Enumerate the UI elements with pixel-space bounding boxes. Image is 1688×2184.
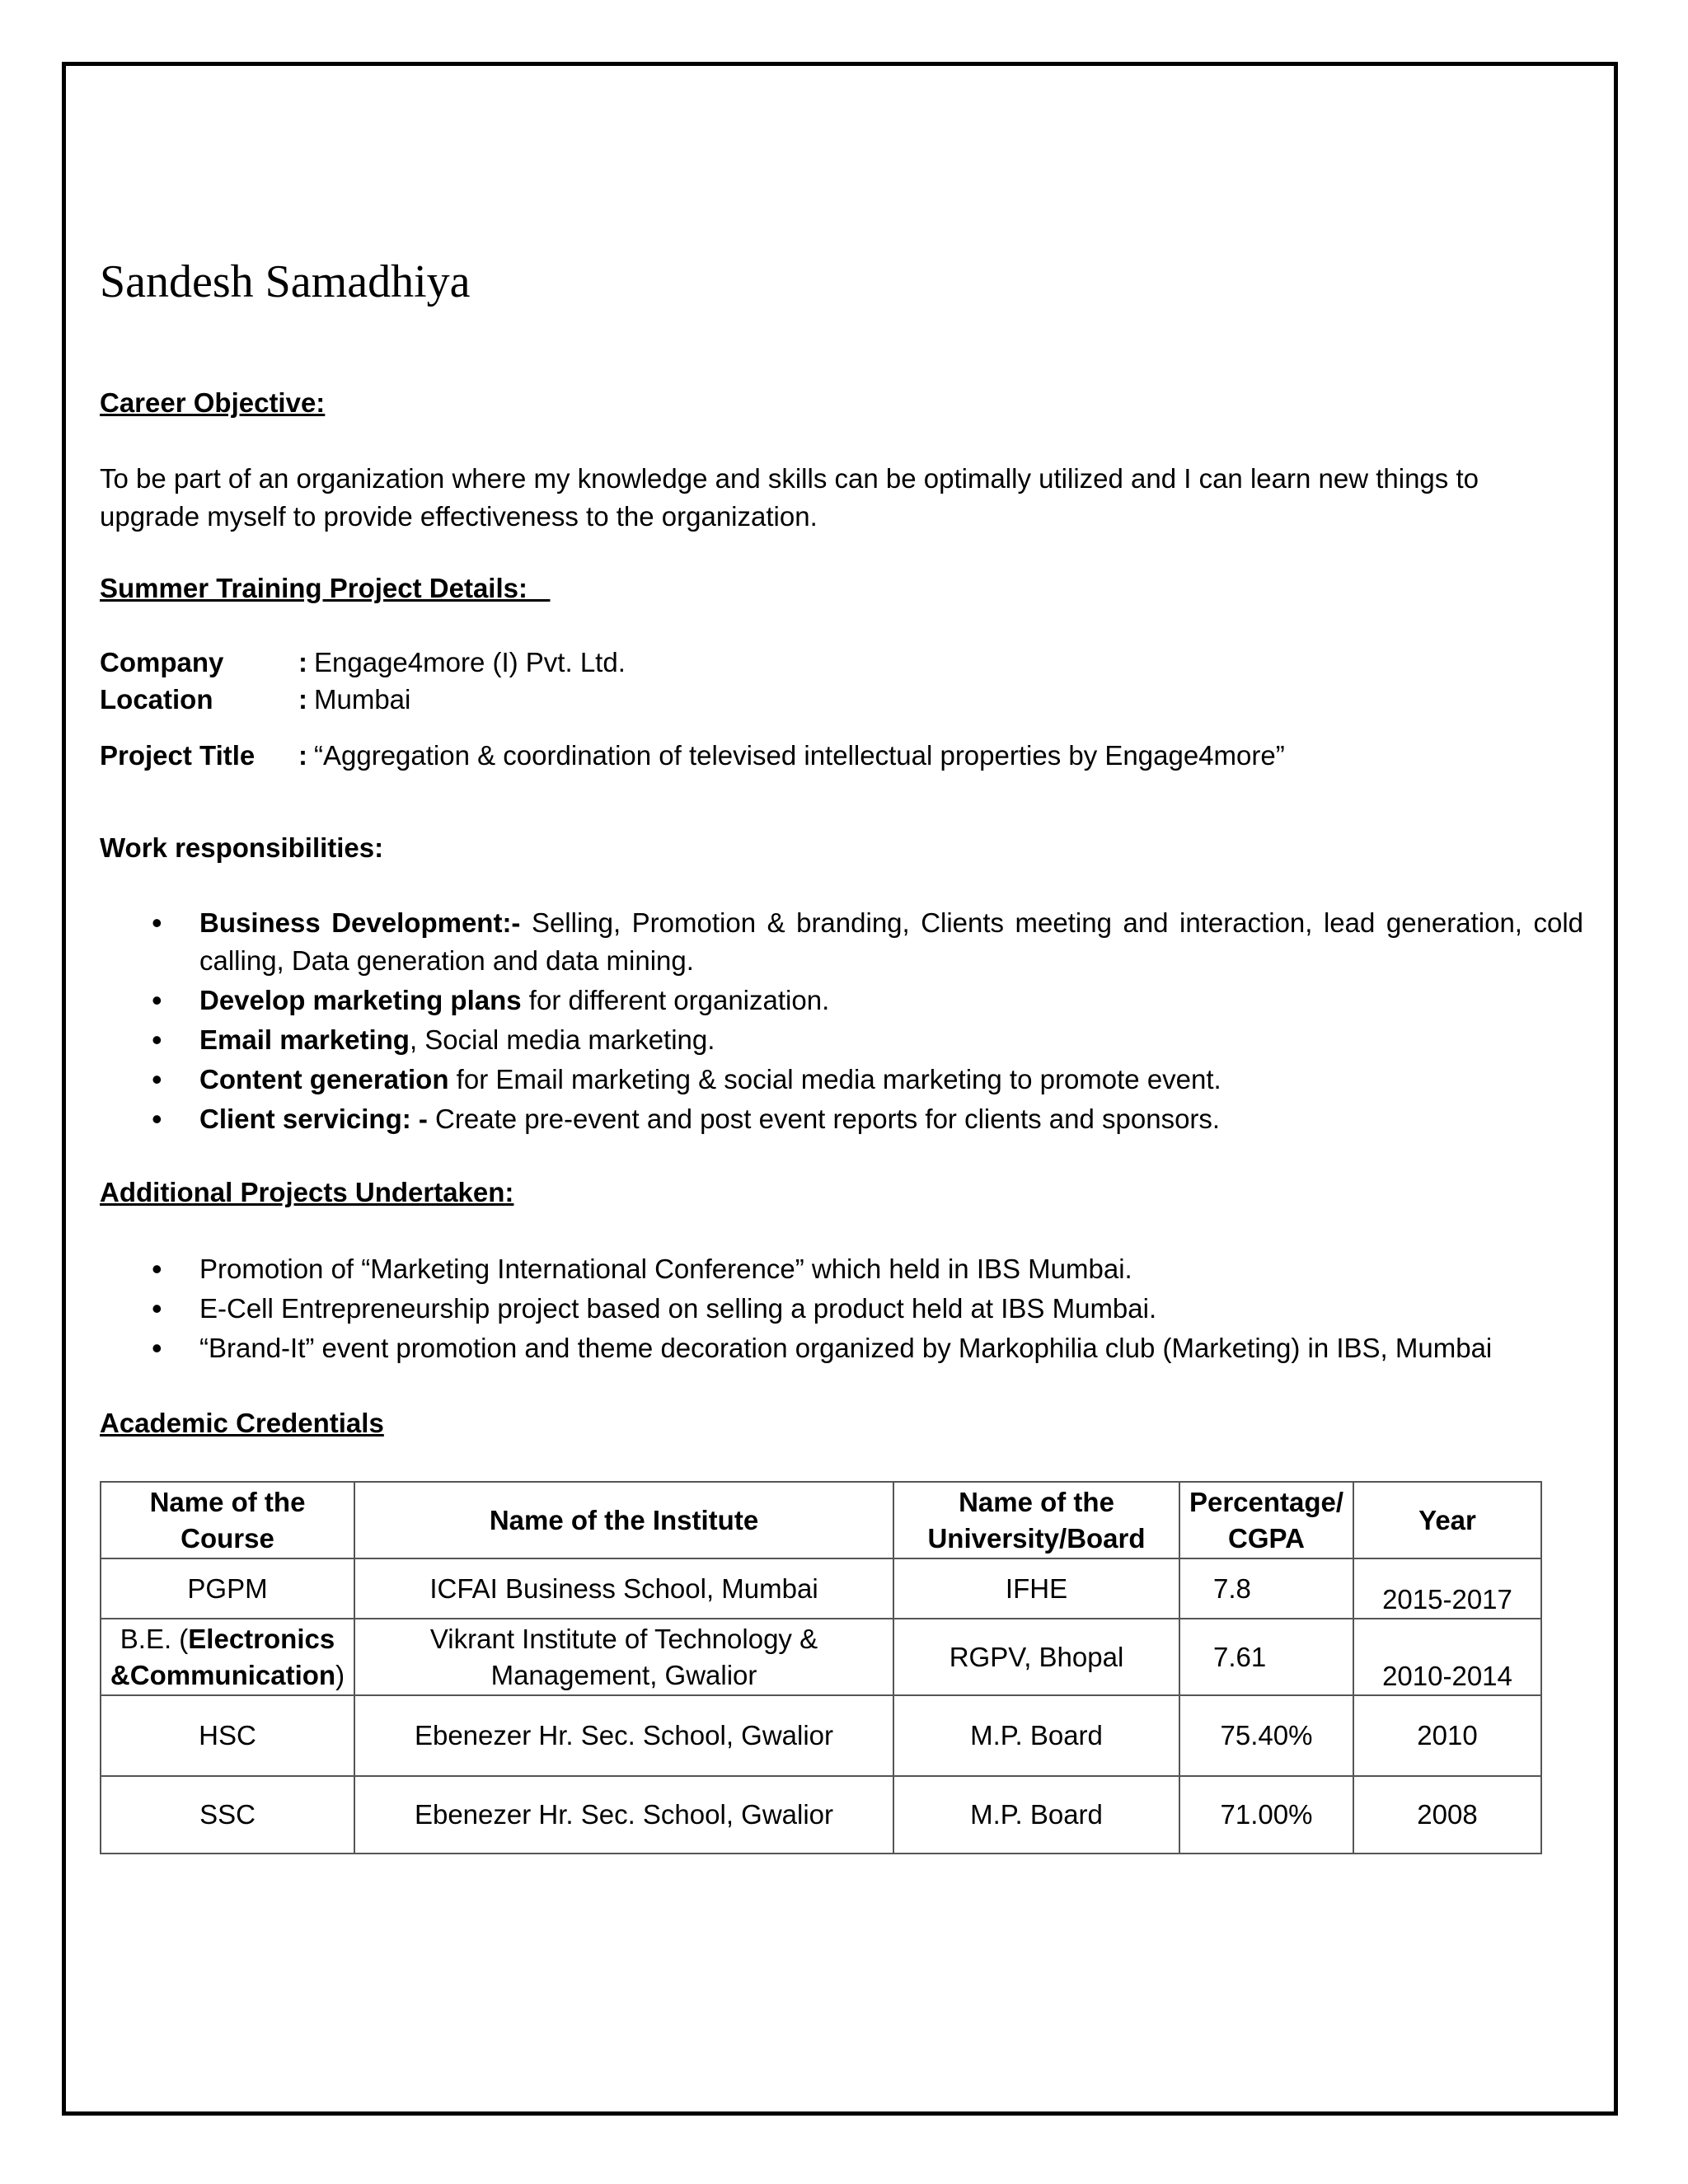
location-label: Location <box>100 684 213 715</box>
table-row <box>101 1776 1541 1854</box>
year-cell: 2010-2014 <box>1353 1619 1541 1695</box>
university-cell: IFHE <box>893 1558 1179 1619</box>
year-cell: 2008 <box>1353 1776 1541 1854</box>
institute-cell: Ebenezer Hr. Sec. School, Gwalior <box>354 1776 893 1854</box>
institute-cell: Vikrant Institute of Technology & Management, Gwalior <box>354 1619 893 1695</box>
list-item: • E-Cell Entrepreneurship project based on selling a product held at IBS Mumbai. <box>100 1290 1608 1328</box>
institute-cell: Ebenezer Hr. Sec. School, Gwalior <box>354 1695 893 1776</box>
course-column-header: Name of the Course <box>101 1482 354 1558</box>
list-item: • Develop marketing plans for different organization. <box>100 982 1583 1019</box>
list-item: • Business Development:- Selling, Promotion & branding, Clients meeting and interaction, lead generation, cold calling, Data generation and data mining. <box>100 904 1583 980</box>
percentage-cell: 71.00% <box>1179 1776 1353 1854</box>
location-colon: : <box>298 684 307 715</box>
company-colon: : <box>298 647 307 677</box>
table-row <box>101 1695 1541 1776</box>
career-objective-text: To be part of an organization where my knowledge and skills can be optimally utilized and I can learn new things to upgrade myself to provide effectiveness to the organization. <box>100 463 1479 532</box>
course-cell: HSC <box>101 1695 354 1776</box>
course-cell: B.E. (Electronics &Communication) <box>101 1619 354 1695</box>
table-row <box>101 1619 1541 1695</box>
year-column-header: Year <box>1353 1482 1541 1558</box>
candidate-name: Sandesh Samadhiya <box>100 256 471 307</box>
course-cell: SSC <box>101 1776 354 1854</box>
project-title-colon: : <box>298 740 307 771</box>
year-cell: 2015-2017 <box>1353 1558 1541 1619</box>
table-row <box>101 1558 1541 1619</box>
list-item: • Email marketing, Social media marketing. <box>100 1021 1583 1059</box>
list-item: • Promotion of “Marketing International Conference” which held in IBS Mumbai. <box>100 1250 1608 1288</box>
university-cell: M.P. Board <box>893 1776 1179 1854</box>
list-item: • Content generation for Email marketing & social media marketing to promote event. <box>100 1061 1583 1099</box>
year-cell: 2010 <box>1353 1695 1541 1776</box>
project-title-value: “Aggregation & coordination of televised intellectual properties by Engage4more” <box>314 740 1285 771</box>
table-header-row <box>101 1482 1541 1558</box>
institute-cell: ICFAI Business School, Mumbai <box>354 1558 893 1619</box>
university-column-header: Name of the University/Board <box>893 1482 1179 1558</box>
location-value: Mumbai <box>314 684 411 715</box>
list-item: • “Brand-It” event promotion and theme decoration organized by Markophilia club (Marketing) in IBS, Mumbai <box>100 1329 1608 1367</box>
project-title-label: Project Title <box>100 740 256 771</box>
percentage-cell: 7.61 <box>1179 1619 1353 1695</box>
work-responsibilities-list <box>100 904 1583 1140</box>
percentage-cell: 7.8 <box>1179 1558 1353 1619</box>
career-objective-heading: Career Objective: <box>100 387 326 418</box>
course-cell: PGPM <box>101 1558 354 1619</box>
academic-credentials-heading: Academic Credentials <box>100 1408 384 1438</box>
summer-training-heading: Summer Training Project Details: <box>100 573 528 603</box>
additional-projects-heading: Additional Projects Undertaken: <box>100 1177 514 1207</box>
percentage-column-header: Percentage/ CGPA <box>1179 1482 1353 1558</box>
institute-column-header: Name of the Institute <box>354 1482 893 1558</box>
work-responsibilities-heading: Work responsibilities: <box>100 832 384 863</box>
university-cell: RGPV, Bhopal <box>893 1619 1179 1695</box>
company-label: Company <box>100 647 224 677</box>
additional-projects-list <box>100 1250 1608 1369</box>
list-item: • Client servicing: - Create pre-event and post event reports for clients and sponsors. <box>100 1100 1583 1138</box>
university-cell: M.P. Board <box>893 1695 1179 1776</box>
company-value: Engage4more (I) Pvt. Ltd. <box>314 647 626 677</box>
percentage-cell: 75.40% <box>1179 1695 1353 1776</box>
academic-table <box>100 1481 1542 1854</box>
